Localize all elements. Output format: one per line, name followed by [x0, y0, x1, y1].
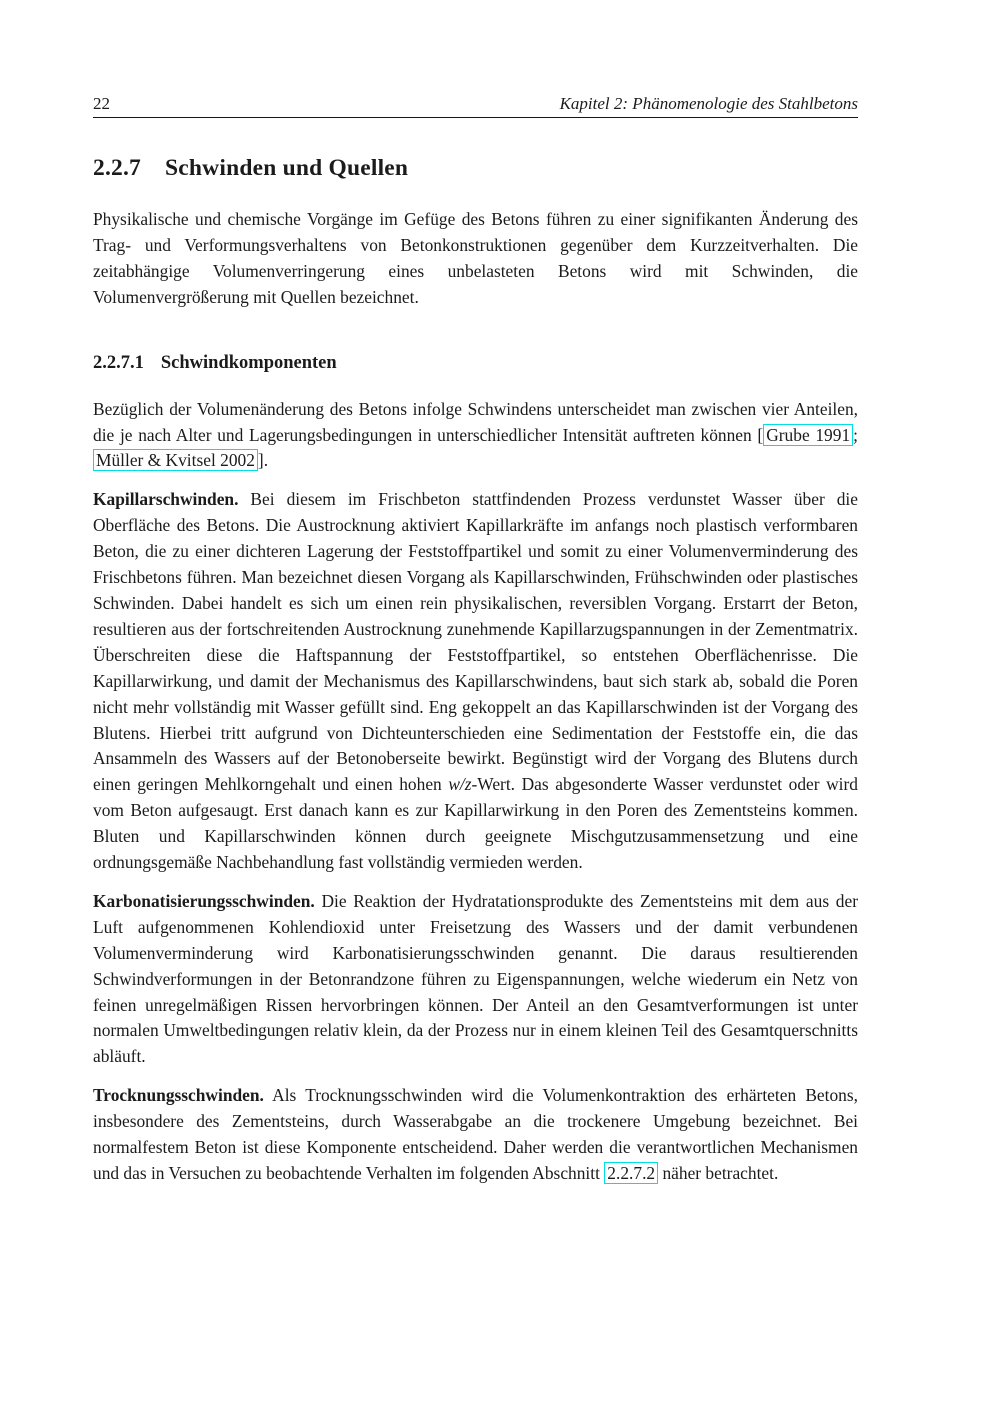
- section-number: 2.2.7: [93, 155, 141, 181]
- citation-link-grube-1991[interactable]: Grube 1991: [763, 424, 853, 446]
- chapter-title: Kapitel 2: Phänomenologie des Stahlbetons: [559, 94, 858, 113]
- section-link-2272[interactable]: 2.2.7.2: [604, 1162, 658, 1184]
- section-heading: [93, 154, 858, 182]
- intro-paragraph: Physikalische und chemische Vorgänge im Gefüge des Betons führen zu einer signifikanten Änderung des Trag- und Verformungsverhaltens von Betonkonstruktionen gegenüber dem Kurzzeitverhalten. Die zeitabhängige Volumenverringerung eines unbelasteten Betons wird mit Schwinden, die Volumenvergrößerung mit Quellen bezeichnet.: [93, 209, 858, 307]
- drying-text-1: Als Trocknungsschwinden wird die Volumenkontraktion des erhärteten Betons, insbesondere des Zementsteins, durch Wasserabgabe an die trockenere Umgebung bezeichnet. Bei normalfestem Beton ist diese Komponente entscheidend. Daher werden die verantwortlichen Mechanismen und das in Versuchen zu beobachtende Verhalten im folgenden Abschnitt: [93, 1085, 858, 1183]
- citation-link-mueller-kvitsel-2002[interactable]: Müller & Kvitsel 2002: [93, 449, 258, 471]
- subsection-number: 2.2.7.1: [93, 352, 144, 373]
- page-number: 22: [93, 94, 110, 113]
- running-header: [93, 94, 858, 118]
- overview-text-before: Bezüglich der Volumenänderung des Betons infolge Schwindens unterscheidet man zwischen vier Anteilen, die je nach Alter und Lagerungsbedingungen in unterschiedlicher Intensität auftreten können [: [93, 398, 858, 445]
- wz-ratio-term: w/z: [448, 774, 472, 795]
- capillary-runin-heading: Kapillarschwinden.: [93, 489, 239, 510]
- capillary-text-1: Bei diesem im Frischbeton stattfindenden Prozess verdunstet Wasser über die Oberfläche des Betons. Die Austrocknung aktiviert Kapillarkräfte im anfangs noch plastisch verformbaren Beton, die zu einer dichteren Lagerung der Feststoffpartikel und somit zu einer Volumenverminderung des Frischbetons führen. Man bezeichnet diesen Vorgang als Kapillarschwinden, Frühschwinden oder plastisches Schwinden. Dabei handelt es sich um einen rein physikalischen, reversiblen Vorgang. Erstarrt der Beton, resultieren aus der fortschreitenden Austrocknung zunehmende Kapillarzugspannungen in der Zementmatrix. Überschreiten diese die Haftspannung der Feststoffpartikel, so entstehen Oberflächenrisse. Die Kapillarwirkung, und damit der Mechanismus des Kapillarschwindens, baut sich stark ab, sobald die Poren nicht mehr vollständig mit Wasser gefüllt sind. Eng gekoppelt an das Kapillarschwinden ist der Vorgang des Blutens. Hierbei tritt aufgrund von Dichteunterschieden eine Sedimentation der Feststoffe ein, die das Ansammeln des Wassers auf der Betonoberseite bewirkt. Begünstigt wird der Vorgang des Blutens durch einen geringen Mehlkorngehalt und einen hohen: [93, 489, 858, 795]
- drying-text-2: näher betrachtet.: [658, 1163, 779, 1183]
- capillary-text-2: -Wert. Das abgesonderte Wasser verdunstet oder wird vom Beton aufgesaugt. Erst danach kann es zur Kapillarwirkung in den Poren des Zementsteins kommen. Bluten und Kapillarschwinden können durch geeignete Mischgutzusammensetzung und eine ordnungsgemäße Nachbehandlung fast vollständig vermieden werden.: [93, 774, 858, 873]
- capillary-paragraph: [93, 487, 858, 876]
- subsection-title: Schwindkomponenten: [160, 352, 337, 373]
- overview-paragraph: [93, 397, 858, 475]
- overview-text-after: ].: [257, 450, 269, 471]
- text-column: [93, 94, 858, 1187]
- section-title: Schwinden und Quellen: [165, 155, 409, 181]
- drying-paragraph: [93, 1083, 858, 1187]
- drying-runin-heading: Trocknungsschwinden.: [93, 1085, 264, 1106]
- citation-separator: ;: [853, 424, 858, 445]
- carbonation-runin-heading: Karbonatisierungsschwinden.: [93, 890, 315, 911]
- subsection-heading: [93, 352, 858, 374]
- carbonation-paragraph: [93, 889, 858, 1070]
- carbonation-text: Die Reaktion der Hydratationsprodukte des Zementsteins mit dem aus der Luft aufgenommenen Kohlendioxid unter Freisetzung des Wassers und der damit verbundenen Volumenverminderung wird Karbonatisierungsschwinden genannt. Die daraus resultierenden Schwindverformungen in der Betonrandzone führen zu Eigenspannungen, welche wiederum ein Netz von feinen unregelmäßigen Rissen hervorbringen können. Der Anteil an den Gesamtverformungen ist unter normalen Umweltbedingungen relativ klein, da der Prozess nur in einem kleinen Teil des Gesamtquerschnitts abläuft.: [93, 890, 858, 1067]
